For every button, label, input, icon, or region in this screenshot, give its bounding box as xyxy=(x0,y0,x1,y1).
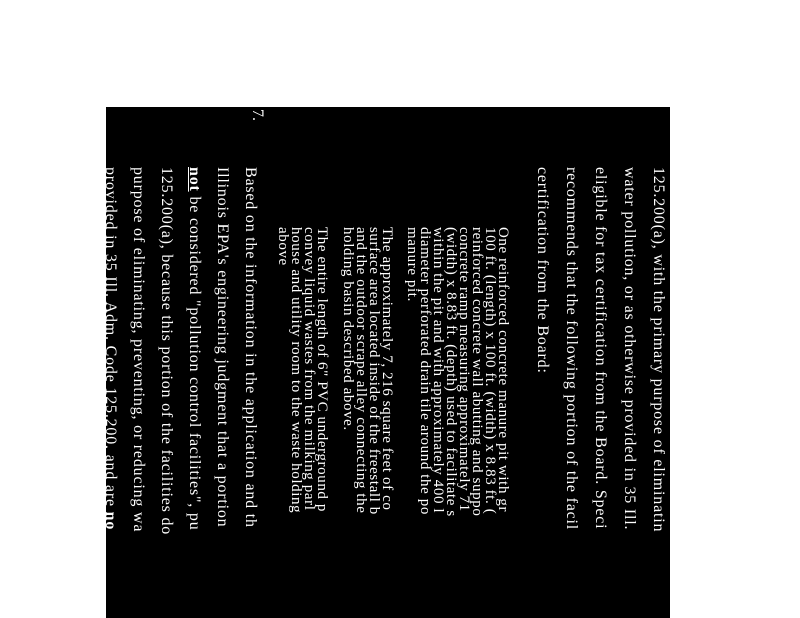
paragraph-2-line-1: Based on the information in the application and th xyxy=(242,167,259,528)
list-item-1-line-2: 100 ft. (length) x 100 ft. (width) x 8.83 ft. ( xyxy=(482,227,498,515)
paragraph-2-line-6-text: provided in 35 Ill. Adm. Code 125.200, and are xyxy=(102,167,119,512)
item-number: 7. xyxy=(249,109,266,121)
list-item-1-line-6: within the pit and with approximately 400 l xyxy=(430,227,446,514)
paragraph-1-line-3: eligible for tax certification from the Board. Speci xyxy=(592,167,609,530)
list-item-3-line-3: house and utility room to the waste holding xyxy=(288,227,304,514)
list-item-2-line-1: The approximately 7, 216 square feet of co xyxy=(379,227,395,511)
paragraph-2-line-5: purpose of eliminating, preventing, or reducing wa xyxy=(130,167,147,533)
list-item-2-line-4: holding basin described above. xyxy=(340,227,356,431)
list-item-1-line-3: reinforced concrete wall abutting and suppo xyxy=(469,227,485,517)
scanned-page xyxy=(46,107,670,618)
list-item-2-line-2: surface area located inside of the freestall b xyxy=(366,227,382,515)
paragraph-1-line-5: certification from the Board: xyxy=(534,167,551,374)
list-item-3-line-2: convey liquid wastes from the milking parl xyxy=(301,227,317,511)
list-item-1-line-5: (width) x 8.83 ft. (depth) used to facilitate s xyxy=(443,227,459,517)
emphasis-not: not xyxy=(186,167,203,192)
paragraph-2-line-8: portion of the facility be denied tax certification fr xyxy=(46,167,63,532)
paragraph-1-line-4: recommends that the following portion of the facil xyxy=(563,167,580,531)
paragraph-2-line-6 xyxy=(101,167,119,530)
paragraph-2-line-3-text: be considered "pollution control facilities", pu xyxy=(186,191,203,531)
list-item-1-line-7: diameter perforated drain tile around the po xyxy=(417,227,433,515)
paragraph-1-line-2: water pollution, or as otherwise provided in 35 Ill. xyxy=(621,167,638,531)
paragraph-1-line-1: 125.200(a), with the primary purpose of eliminatin xyxy=(650,167,667,533)
list-item-3-line-1: The entire length of 6" PVC underground p xyxy=(314,227,330,512)
list-item-2-line-3: and the outdoor scrape alley connecting the xyxy=(353,227,369,514)
list-item-1-line-8: manure pit. xyxy=(404,227,420,302)
list-item-1-line-1: One reinforced concrete manure pit with gr xyxy=(495,227,511,513)
paragraph-2-line-7: from the Board. Specifically, the Illinois EPA reco xyxy=(74,167,91,530)
paragraph-2-line-4: 125.200(a), because this portion of the facilities do xyxy=(158,167,175,536)
document-page-rotated xyxy=(46,107,670,618)
list-item-1-line-4: concrete ramp measuring approximately 71 xyxy=(456,227,472,512)
paragraph-2-line-2: Illinois EPA's engineering judgment that a portion xyxy=(214,167,231,528)
list-item-3-line-4: above xyxy=(275,227,291,266)
paragraph-2-line-3 xyxy=(185,167,203,531)
emphasis-no: no xyxy=(102,511,119,531)
